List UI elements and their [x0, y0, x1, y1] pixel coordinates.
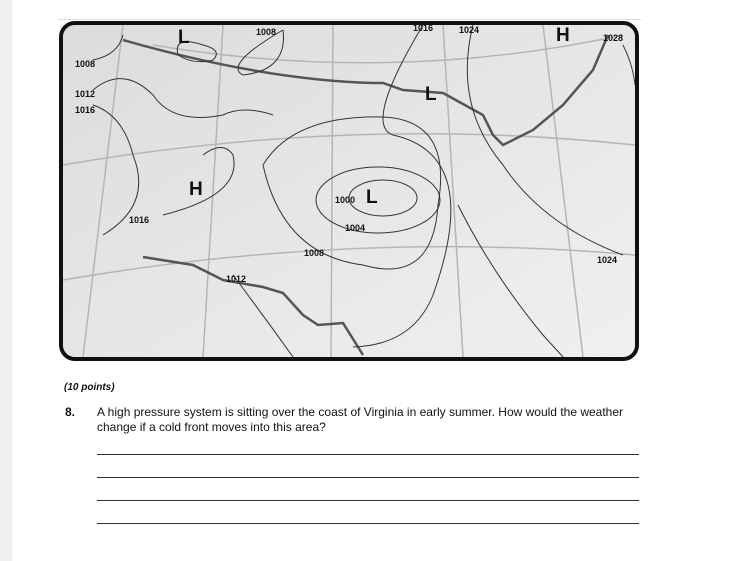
answer-line[interactable] [97, 477, 639, 478]
weather-map [59, 21, 639, 361]
map-drawing [63, 25, 635, 357]
question-number: 8. [65, 405, 76, 419]
isobar-label: 1008 [75, 59, 96, 69]
isobar-label: 1024 [459, 25, 480, 35]
low-pressure-marker: L [178, 27, 190, 48]
answer-line[interactable] [97, 454, 639, 455]
low-pressure-marker: L [425, 84, 437, 105]
isobar-label: 1016 [413, 23, 434, 33]
isobar-label: 1012 [226, 274, 247, 284]
isobar-label: 1016 [129, 215, 150, 225]
high-pressure-marker: H [189, 179, 203, 200]
divider [58, 19, 641, 20]
isobar-label: 1012 [75, 89, 96, 99]
isobar-label: 1028 [603, 33, 624, 43]
isobar-label: 1000 [335, 195, 356, 205]
isobar-label: 1004 [345, 223, 366, 233]
isobar-label: 1008 [304, 248, 325, 258]
low-pressure-marker: L [366, 187, 378, 208]
isobar-label: 1008 [256, 27, 277, 37]
isobar-label: 1024 [597, 255, 618, 265]
answer-line[interactable] [97, 523, 639, 524]
answer-line[interactable] [97, 500, 639, 501]
question-text: A high pressure system is sitting over the coast of Virginia in early summer. How would the weather change if a cold front moves into this area? [97, 405, 624, 434]
page-edge [0, 0, 12, 561]
isobar-label: 1016 [75, 105, 96, 115]
points-label: (10 points) [64, 382, 115, 393]
high-pressure-marker: H [556, 25, 570, 46]
